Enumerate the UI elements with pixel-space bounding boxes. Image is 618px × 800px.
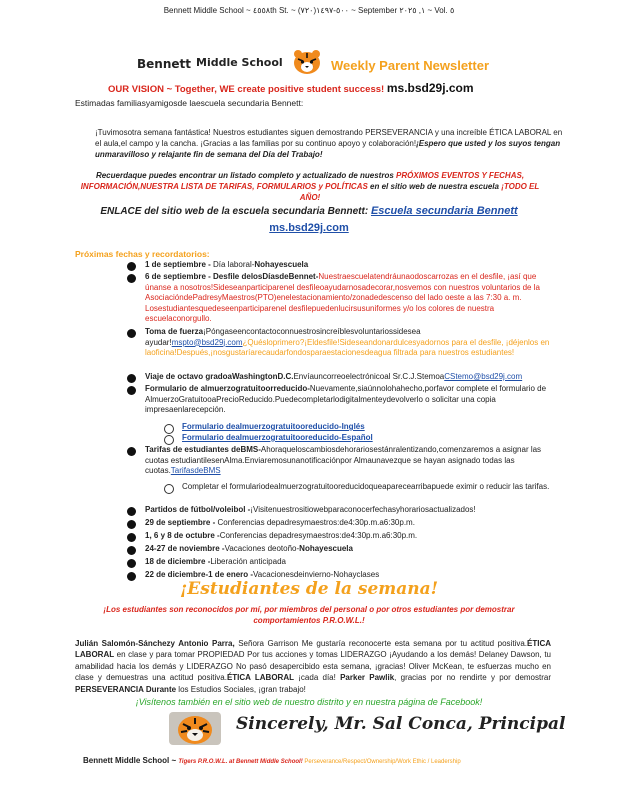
reminder-paragraph xyxy=(75,170,545,203)
date-6-link[interactable]: TarifasdeBMS xyxy=(170,466,221,475)
date-item-4 xyxy=(145,372,555,383)
date-10-head: 24-27 de noviembre - xyxy=(145,544,225,553)
date-item-6 xyxy=(145,445,555,477)
date-3-text: ¡Póngaseencontactoconnuestrosincreíblesvoluntariossidesea ayudar! xyxy=(145,327,421,347)
date-6-head: Tarifas de estudiantes deBMS- xyxy=(145,445,261,454)
vision-line xyxy=(108,81,474,95)
intro-bold: ¡Espero que usted y los suyos tengan unmaravilloso y relajante fin de semana del Día del Trabajo! xyxy=(95,139,561,159)
students-text-1: Señora Garrison Me gustaría reconocerte esta semana por tu actitud positiva. xyxy=(234,639,528,648)
reminder-part2: PRÓXIMOS EVENTOS Y FECHAS, INFORMACIÓN,NUESTRA LISTA DE TARIFAS, FORMULARIOS y POLÍTICAS xyxy=(80,171,525,191)
students-names-1: Julián Salomón-Sánchezy Antonio Parra, xyxy=(75,639,235,648)
date-9-head: 1, 6 y 8 de octubre - xyxy=(145,531,220,540)
tiger-photo-icon xyxy=(169,712,221,745)
students-text-3: ¡cada día! xyxy=(294,673,341,683)
header-topline: Bennett Middle School ~ ٤٥٥٨th St. ~ (٧٢٠)٥٠٠-١٤٩٧ ~ September ١, ٢٠٢٥ ~ Vol. ٥ xyxy=(163,6,455,15)
date-item-2 xyxy=(145,272,555,325)
greeting: Estimadas familiasyamigosde laescuela secundaria Bennett: xyxy=(75,98,304,108)
vision-text: OUR VISION ~ Together, WE create positive student success! xyxy=(108,84,385,95)
date-5-sub-2[interactable] xyxy=(182,433,373,444)
date-2-head: 6 de septiembre - Desfile delosDíasdeBennet- xyxy=(145,272,319,281)
school-name-middle: Middle School xyxy=(196,56,283,69)
reminder-part4: ¡TODO EL AÑO! xyxy=(299,182,540,202)
date-9-text: Conferencias depadresymaestros:de4:30p.m.a6:30p.m. xyxy=(219,531,418,540)
date-3-ora: ¿Quésloprimero?¡Eldesfile!Sideseandonardulcesyadornos para el desfile, ¡déjenlos en laoficina!Después,¡nosgustaríarecaudarfondosparaestacionesdeagua filtrada para nuestros estudiantes! xyxy=(145,337,550,357)
date-12-head: 22 de diciembre-1 de enero - xyxy=(145,570,254,579)
date-7-head: Partidos de fútbol/voleibol - xyxy=(145,505,251,514)
bullet-8 xyxy=(127,520,136,529)
bullet-1 xyxy=(127,262,136,271)
bullet-9 xyxy=(127,533,136,542)
footer-tigers: Tigers P.R.O.W.L. at Bennett Middle School! xyxy=(178,759,303,765)
date-6-sub: Completar el formulariodealmuerzogratuitooreducidoqueaparecearribapuede eximir o reducir las tarifas. xyxy=(182,482,550,491)
date-item-8 xyxy=(145,518,555,529)
footer-values: Perseverance/Respect/Ownership/Work Ethic / Leadership xyxy=(302,759,461,765)
sub-bullet-5b xyxy=(164,435,174,445)
sub-bullet-6 xyxy=(164,484,174,494)
school-name-bennett: Bennett xyxy=(137,57,191,71)
date-10-text: Vacaciones deotoño- xyxy=(224,544,300,553)
date-5-head: Formulario de almuerzogratuitoorreducido- xyxy=(145,384,310,393)
bullet-10 xyxy=(127,546,136,555)
bullet-4 xyxy=(127,374,136,383)
date-7-text: ¡Visitenuestrositiowebparaconocerfechasyhorariosactualizados! xyxy=(250,505,476,514)
students-perseverance: PERSEVERANCIA Durante xyxy=(75,684,177,694)
enlace-line xyxy=(0,205,618,217)
date-1-text: Día laboral- xyxy=(213,260,255,269)
intro-paragraph xyxy=(95,127,570,160)
date-item-10 xyxy=(145,544,555,555)
students-recognized: ¡Los estudiantes son reconocidos por mí, por miembros del personal o por otros estudiantes por demostrar comportamientos P.R.O.W.L.! xyxy=(103,605,515,625)
students-ethic-1: ÉTICA LABORAL xyxy=(75,639,552,660)
footer-line xyxy=(83,750,583,768)
students-title: ¡Estudiantes de la semana! xyxy=(179,579,439,599)
lunch-form-spanish-link[interactable]: Formulario dealmuerzogratuitooreducido-Español xyxy=(182,433,373,442)
date-3-head: Toma de fuerza xyxy=(145,327,204,336)
date-1-date: 1 de septiembre - xyxy=(145,260,214,269)
date-3-link[interactable]: mspto@bsd29j.com xyxy=(171,337,243,347)
students-text-5: los Estudios Sociales, ¡gran trabajo! xyxy=(176,684,306,694)
students-paragraph xyxy=(75,638,551,695)
date-12-text: Vacacionesdeinvierno-Nohayclases xyxy=(253,570,380,579)
visit-line: ¡Visítenos también en el sitio web de nuestro distrito y en nuestra página de Facebook! xyxy=(135,697,483,707)
bullet-7 xyxy=(127,507,136,516)
newsletter-title: Weekly Parent Newsletter xyxy=(331,58,489,73)
date-2-red: Nuestraescuelatendráunaodoscarrozas en el desfile, ¡así que únanse a nosotros!Sideseanparticiparenel desfileoayudarnosadecorar,nosvemos con nuestros voluntarios de la AsociacióndePadresyMaestros(PTO)enelestacionamiento/zonadedescenso del lado oeste a las 7:30 a. m. Losestudiantesquedeseenparticiparenel desfilepuedenlucirsusuniformes y/o los colores de nuestra escuelaconorgullo. xyxy=(145,272,540,323)
date-10-bold: Nohayescuela xyxy=(299,544,353,553)
date-4-head: Viaje de octavo gradoaWashingtonD.C. xyxy=(145,372,294,381)
bullet-2 xyxy=(127,274,136,283)
reminder-part3: en el sitio web de nuestra escuela xyxy=(367,182,502,191)
enlace-link[interactable]: Escuela secundaria Bennett xyxy=(370,205,518,217)
reminder-part1: Recuerdaque puedes encontrar un listado completo y actualizado de nuestros xyxy=(95,171,397,180)
date-item-11 xyxy=(145,557,555,568)
bullet-6 xyxy=(127,447,136,456)
date-8-text: Conferencias depadresymaestros:de4:30p.m.a6:30p.m. xyxy=(217,518,415,527)
bullet-3 xyxy=(127,329,136,338)
date-4-link[interactable]: CStemo@bsd29j.com xyxy=(444,372,523,381)
dates-heading: Próximas fechas y recordatorios: xyxy=(75,249,210,259)
date-5-sub-1[interactable] xyxy=(182,422,365,433)
date-4-text: Envíauncorreoelectrónicoal Sr.C.J.Stemoa xyxy=(293,372,445,381)
intro-text: ¡Tuvimosotra semana fantástica! Nuestros estudiantes siguen demostrando PERSEVERANCIA y una increíble ÉTICA LABORAL en el aula,el campo y la cancha. ¡Gracias a las familias por su continuo apoyo y colaboración! xyxy=(95,128,563,148)
students-name-parker: Parker Pawlik xyxy=(340,673,395,683)
date-11-head: 18 de diciembre - xyxy=(145,557,211,566)
bullet-11 xyxy=(127,559,136,568)
enlace-url-link[interactable]: ms.bsd29j.com xyxy=(269,222,349,234)
date-item-3 xyxy=(145,327,555,359)
footer-school: Bennett Middle School ~ xyxy=(83,756,179,765)
lunch-form-english-link[interactable]: Formulario dealmuerzogratuitooreducido-Inglés xyxy=(182,422,365,431)
sub-bullet-5a xyxy=(164,424,174,434)
date-item-1 xyxy=(145,260,555,271)
enlace-label: ENLACE del sitio web de la escuela secundaria Bennett: xyxy=(100,206,371,217)
date-1-bold: Nohayescuela xyxy=(254,260,309,269)
signature-text: Sincerely, Mr. Sal Conca, Principal xyxy=(236,714,566,734)
date-item-7 xyxy=(145,505,555,516)
tiger-logo-icon xyxy=(292,49,322,75)
students-ethic-2: ÉTICA LABORAL xyxy=(226,673,295,683)
vision-link[interactable]: ms.bsd29j.com xyxy=(386,81,474,95)
enlace-url[interactable] xyxy=(0,222,618,234)
date-item-9 xyxy=(145,531,555,542)
bullet-5 xyxy=(127,386,136,395)
date-8-head: 29 de septiembre - xyxy=(145,518,218,527)
students-text-4: , gracias por no rendirte y por demostrar xyxy=(394,673,552,683)
date-5-text: Nuevamente,siaúnnolohahecho,porfavor complete el formulario de AlmuerzoGratuitooaPrecioReducido.Puedecompletarlodigitalmenteydevolverlo o solicitar una copia impresaenlarecepción. xyxy=(145,384,547,414)
date-11-text: Liberación anticipada xyxy=(210,557,286,566)
students-text-2: en clase y para tomar PROPIEDAD Por tus acciones y tomas LIDERAZGO ¡Ayudando a los demás! Delaney Dawson, tu amabilidad hacia los demás y LIDERAZGO No pasó desapercibido esta semana, ¡gracias! Oliver McKean, te esfuerzas mucho en clase y demuestras una actitud positiva. xyxy=(75,650,551,683)
date-item-5 xyxy=(145,384,555,416)
date-6-text: Ahoraqueloscambiosdehorariosestánralentizando,comenzaremos a asignar las cuotas estudiantilesenAlma.Enviaremosunanotificaciónpor Almaunavezque se hayan asignado todas las cuotas. xyxy=(145,445,542,475)
